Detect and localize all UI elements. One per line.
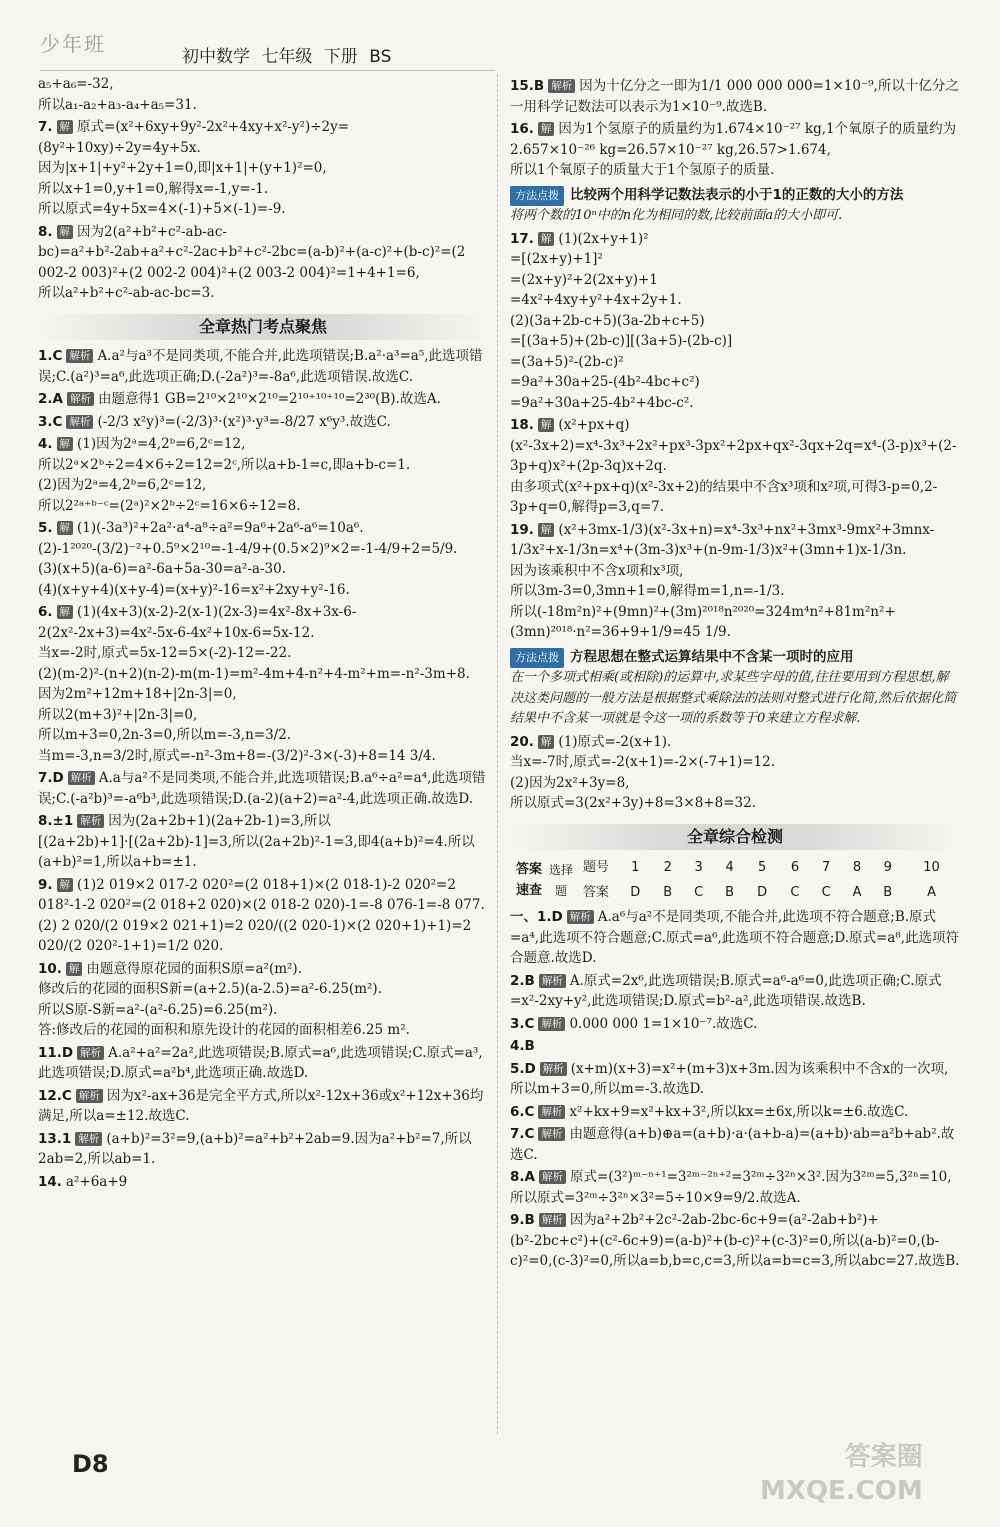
column-divider — [497, 74, 498, 1434]
answer-item — [38, 1129, 488, 1170]
answer-item — [510, 415, 960, 477]
item-number: 17. — [510, 230, 534, 247]
text-line: 因为2m²+12m+18+|2n-3|=0, — [38, 686, 237, 702]
text-line: (2)-1²⁰²⁰-(3/2)⁻²+0.5⁹×2¹⁰=-1-4/9+(0.5×2)⁹×2=-1-4/9+2=5/9. — [38, 540, 458, 557]
item-tag: 解 — [57, 437, 74, 451]
answer-item — [510, 1102, 960, 1123]
item-text: 因为1个氢原子的质量约为1.674×10⁻²⁷ kg,1个氧原子的质量约为2.657×10⁻²⁶ kg=26.57×10⁻²⁷ kg,26.57>1.674, — [510, 121, 957, 158]
answer-table-cell: 8 — [852, 860, 862, 875]
text-line: 所以m+3=0,2n-3=0,所以m=-3,n=3/2. — [38, 727, 292, 743]
method-box — [510, 185, 960, 227]
item-text: (-2/3 x²y)³=(-2/3)³·(x²)³·y³=-8/27 x⁶y³.故选C. — [97, 413, 391, 430]
text-line: 当x=-2时,原式=5x-12=5×(-2)-12=-22. — [38, 645, 292, 661]
item-tag: 解 — [66, 962, 83, 976]
item-number: 6.C — [510, 1103, 535, 1120]
text-line: (2)因为2ᵃ=4,2ᵇ=6,2ᶜ=12, — [38, 477, 207, 493]
item-tag: 解析 — [539, 974, 566, 988]
text-line: (2)(3a+2b-c+5)(3a-2b+c+5) — [510, 312, 705, 329]
answer-item — [510, 1210, 960, 1272]
item-tag: 解 — [57, 878, 74, 892]
text-line: =9a²+30a+25-4b²+4bc-c². — [510, 394, 694, 411]
answer-table-cell: 3 — [694, 860, 703, 875]
answer-item — [510, 119, 960, 160]
item-number: 8.A — [510, 1169, 535, 1185]
answer-item — [510, 1124, 960, 1165]
page-header — [0, 0, 1000, 70]
item-number: 15.B — [510, 78, 545, 94]
item-text: A.原式=2x⁶,此选项错误;B.原式=a⁶-a⁶=0,此选项正确;C.原式=x²-2xy+y²,此选项错误;D.原式=b²-a²,此选项错误.故选B. — [510, 972, 942, 1009]
text-line: 答:修改后的花园的面积和原先设计的花园的面积相差6.25 m². — [38, 1022, 410, 1038]
text-line: 所以a²+b²+c²-ab-ac-bc=3. — [38, 285, 215, 301]
item-number: 一、1.D — [510, 909, 563, 925]
item-number: 3.C — [510, 1015, 535, 1032]
item-tag: 解 — [538, 122, 555, 136]
item-text: (a+b)²=3²=9,(a+b)²=a²+b²+2ab=9.因为a²+b²=7,所以2ab=2,所以ab=1. — [38, 1130, 472, 1167]
item-text: (1)(-3a³)²+2a²·a⁴-a⁸÷a²=9a⁶+2a⁶-a⁶=10a⁶. — [77, 520, 364, 536]
method-title: 比较两个用科学记数法表示的小于1的正数的大小的方法 — [570, 186, 904, 203]
answer-item — [38, 959, 488, 980]
watermark — [760, 1440, 923, 1508]
text-line: (2) 2 020/(2 019×2 021+1)=2 020/((2 020-1)×(2 020+1)+1)=2 020/(2 020²-1+1)=1/2 020. — [38, 917, 476, 954]
page-number: D8 — [72, 1450, 109, 1478]
text-line: =(2x+y)²+2(2x+y)+1 — [510, 271, 658, 288]
item-tag: 解析 — [66, 415, 93, 429]
item-number: 5. — [38, 520, 53, 536]
item-tag: 解析 — [548, 79, 575, 93]
item-text: 0.000 000 1=1×10⁻⁷.故选C. — [569, 1015, 758, 1032]
item-number: 13.1 — [38, 1130, 72, 1147]
item-number: 8.±1 — [38, 813, 74, 829]
item-number: 1.C — [38, 348, 63, 364]
answer-table-head: 答案 — [582, 884, 609, 900]
answer-table-label: 答案速查 — [515, 862, 542, 898]
answer-item — [38, 1086, 488, 1127]
item-text: 原式=(x²+6xy+9y²-2x²+4xy+x²-y²)÷2y=(8y²+10xy)÷2y=4y+5x. — [38, 119, 350, 156]
answer-item — [510, 1059, 960, 1100]
text-line: =(3a+5)²-(2b-c)² — [510, 353, 624, 370]
answer-table-cell: 6 — [790, 860, 800, 875]
item-number: 9. — [38, 876, 53, 893]
answer-table-row — [510, 881, 960, 906]
text-line: 所以原式=4y+5x=4×(-1)+5×(-1)=-9. — [38, 201, 286, 217]
text-line: 所以1个氧原子的质量大于1个氢原子的质量. — [510, 162, 775, 178]
text-line: 修改后的花园的面积S新=(a+2.5)(a-2.5)=a²-6.25(m²). — [38, 981, 382, 997]
item-tag: 解 — [57, 120, 74, 134]
item-number: 6. — [38, 604, 53, 620]
item-number: 8. — [38, 223, 53, 240]
answer-item — [510, 1167, 960, 1208]
answer-item — [510, 732, 960, 753]
watermark-line-1: 答案圈 — [844, 1442, 923, 1472]
left-column — [38, 74, 488, 1192]
item-number: 19. — [510, 521, 534, 538]
answer-table-cell: 2 — [663, 860, 672, 875]
answer-item — [510, 520, 960, 561]
item-text: (x²+px+q)(x²-3x+2)=x⁴-3x³+2x²+px³-3px²+2px+qx²-3qx+2q=x⁴-(3-p)x³+(2-3p+q)x²+(2p-3q)x+2q. — [510, 417, 957, 474]
item-text: 因为a²+2b²+2c²-2ab-2bc-6c+9=(a²-2ab+b²)+(b²-2bc+c²)+(c²-6c+9)=(a-b)²+(b-c)²+(c-3)²=0,所以(a-b)²=0,(b-c)²=0,(c-3)²=0,所以a=b,b=c,c=3,所以a=b=c=3,所以abc=27.故选B. — [510, 1212, 960, 1269]
item-tag: 解析 — [75, 1132, 102, 1146]
section-title: 全章综合检测 — [510, 824, 960, 851]
answer-table-row — [510, 856, 960, 881]
text-line: =9a²+30a+25-(4b²-4bc+c²) — [510, 374, 700, 390]
item-number: 11.D — [38, 1044, 74, 1061]
item-text: 由题意得原花园的面积S原=a²(m²). — [86, 960, 302, 977]
subject-line: 初中数学 七年级 下册 BS — [182, 47, 392, 67]
item-text: A.a²+a²=2a²,此选项错误;B.原式=a⁶,此选项错误;C.原式=a³,此选项错误;D.原式=a²b⁴,此选项正确.故选D. — [38, 1044, 483, 1081]
item-tag: 解 — [57, 605, 74, 619]
text-line: 所以x+1=0,y+1=0,解得x=-1,y=-1. — [38, 180, 269, 197]
answer-item — [510, 907, 960, 969]
item-tag: 解析 — [77, 814, 104, 828]
answer-table-cell: B — [883, 884, 893, 900]
text-line: a₅+a₆=-32, — [38, 76, 114, 92]
text-line: 所以a₁-a₂+a₃-a₄+a₅=31. — [38, 96, 197, 113]
item-text: (1)原式=-2(x+1). — [558, 733, 672, 750]
answer-table-cell: A — [927, 884, 936, 900]
answer-table-cell: 4 — [725, 860, 734, 875]
section-title: 全章热门考点聚焦 — [38, 314, 488, 341]
answer-table-cell: 9 — [883, 860, 892, 875]
brand-logo: 少年班 — [40, 32, 106, 56]
item-tag: 解 — [538, 232, 555, 246]
item-number: 5.D — [510, 1060, 536, 1077]
item-number: 7. — [38, 119, 53, 135]
item-number: 18. — [510, 417, 534, 433]
answer-item — [510, 229, 960, 250]
item-tag: 解 — [57, 521, 74, 535]
answer-item — [510, 1014, 960, 1035]
answer-table-cell: D — [630, 884, 641, 900]
item-tag: 解析 — [567, 910, 594, 924]
right-column — [510, 74, 960, 1272]
answer-table — [510, 856, 960, 905]
method-tag: 方法点拨 — [510, 186, 564, 207]
answer-item — [510, 1036, 960, 1057]
text-line: 所以原式=3(2x²+3y)+8=3×8+8=32. — [510, 795, 756, 811]
item-number: 4.B — [510, 1038, 535, 1054]
answer-table-head: 题号 — [582, 860, 609, 875]
answer-item — [38, 602, 488, 643]
item-tag: 解 — [57, 225, 74, 239]
item-tag: 解析 — [539, 1213, 566, 1227]
answer-item — [38, 412, 488, 433]
method-tag: 方法点拨 — [510, 648, 564, 669]
item-tag: 解析 — [77, 1046, 104, 1060]
item-tag: 解析 — [539, 1170, 566, 1184]
answer-item — [510, 76, 960, 117]
text-line: (3)(x+5)(a-6)=a²-6a+5a-30=a²-a-30. — [38, 561, 286, 577]
watermark-line-2: MXQE.COM — [760, 1476, 923, 1506]
answer-item — [38, 346, 488, 387]
item-tag: 解 — [538, 735, 555, 749]
item-text: A.a⁶与a²不是同类项,不能合并,此选项不符合题意;B.原式=a⁴,此选项不符合题意;C.原式=a⁶,此选项不符合题意;D.原式=a⁸,此选项符合题意.故选D. — [510, 909, 960, 966]
text-line: (2)因为2x²+3y=8, — [510, 774, 630, 791]
item-number: 10. — [38, 960, 62, 977]
item-number: 9.B — [510, 1212, 535, 1228]
item-text: 由题意得1 GB=2¹⁰×2¹⁰×2¹⁰=2¹⁰⁺¹⁰⁺¹⁰=2³⁰(B).故选A. — [97, 391, 441, 407]
method-body: 在一个多项式相乘(或相除)的运算中,求某些字母的值,往往要用到方程思想,解决这类问题的一般方法是根据整式乘除法的法则对整式进行化简,然后依据化简结果中不含某一项就是令这一项的系数等于0来建立方程求解. — [510, 670, 957, 726]
answer-item — [38, 434, 488, 455]
answer-table-cell: 10 — [923, 860, 940, 875]
method-heading — [510, 647, 960, 669]
answer-item — [38, 1172, 488, 1193]
answer-table-cell: B — [663, 884, 673, 900]
item-tag: 解析 — [68, 771, 95, 785]
header-rule — [40, 70, 495, 71]
answer-item — [38, 518, 488, 539]
answer-item — [38, 811, 488, 873]
item-text: 因为2(a²+b²+c²-ab-ac-bc)=a²+b²-2ab+a²+c²-2ac+b²+c²-2bc=(a-b)²+(a-c)²+(b-c)²=(2 002-2 003)²+(2 002-2 004)²+(2 003-2 004)²=1+4+1=6, — [38, 223, 470, 281]
method-body: 将两个数的10ⁿ中的n化为相同的数,比较前面a的大小即可. — [510, 208, 843, 223]
answer-item — [38, 875, 488, 916]
item-text: A.a²与a³不是同类项,不能合并,此选项错误;B.a²·a³=a⁵,此选项错误;C.(a²)³=a⁶,此选项正确;D.(-2a²)³=-8a⁶,此选项错误.故选C. — [38, 348, 483, 385]
answer-table-cell: 5 — [758, 860, 767, 875]
item-text: 因为x²-ax+36是完全平方式,所以x²-12x+36或x²+12x+36均满足,所以a=±12.故选C. — [38, 1087, 484, 1124]
item-tag: 解析 — [538, 1017, 565, 1031]
answer-item — [38, 117, 488, 158]
item-tag: 解 — [538, 523, 555, 537]
method-box — [510, 647, 960, 730]
item-number: 4. — [38, 436, 53, 452]
answer-table-cell: C — [694, 884, 704, 900]
item-text: 原式=(3²)ᵐ⁻ⁿ⁺¹=3²ᵐ⁻²ⁿ⁺²=3²ᵐ÷3²ⁿ×3².因为3²ᵐ=5,3²ⁿ=10,所以原式=3²ᵐ÷3²ⁿ×3²=5÷10×9=9/2.故选A. — [510, 1169, 952, 1206]
text-line: 所以S原-S新=a²-(a²-6.25)=6.25(m²). — [38, 1001, 278, 1018]
text-line: 所以(-18m²n)²+(9mn)²+(3m)²⁰¹⁸n²⁰²⁰=324m⁴n²+81m²n²+(3mn)²⁰¹⁸·n²=36+9+1/9=45 1/9. — [510, 603, 896, 640]
item-number: 7.D — [38, 770, 64, 786]
answer-table-section: 选择题 — [548, 863, 573, 898]
item-tag: 解析 — [538, 1127, 565, 1141]
answer-item — [38, 222, 488, 284]
answer-table-cell: B — [725, 884, 735, 900]
item-tag: 解 — [538, 418, 555, 432]
text-line: (2)(m-2)²-(n+2)(n-2)-m(m-1)=m²-4m+4-n²+4-m²+m=-n²-3m+8. — [38, 665, 470, 682]
text-line: 因为该乘积中不含x项和x³项, — [510, 562, 684, 579]
item-text: (1)(4x+3)(x-2)-2(x-1)(2x-3)=4x²-8x+3x-6-2(2x²-2x+3)=4x²-5x-6-4x²+10x-6=5x-12. — [38, 604, 357, 641]
item-text: x²+kx+9=x²+kx+3²,所以kx=±6x,所以k=±6.故选C. — [569, 1103, 909, 1120]
item-number: 2.A — [38, 391, 63, 407]
text-line: 由多项式(x²+px+q)(x²-3x+2)的结果中不含x³项和x²项,可得3-p=0,2-3p+q=0,解得p=3,q=7. — [510, 478, 938, 515]
text-line: 所以2(m+3)²+|2n-3|=0, — [38, 706, 198, 723]
answer-table-cell: A — [852, 884, 862, 900]
item-number: 20. — [510, 733, 534, 750]
method-heading — [510, 185, 960, 207]
answer-table-cell: C — [821, 884, 831, 900]
item-text: 因为(2a+2b+1)(2a+2b-1)=3,所以[(2a+2b)+1]·[(2a+2b)-1]=3,所以(2a+2b)²-1=3,即4(a+b)²=4.所以(a+b)²=1,所以a+b=±1. — [38, 813, 475, 870]
item-text: (1)2 019×2 017-2 020²=(2 018+1)×(2 018-1)-2 020²=2 018²-1-2 020²=(2 018+2 020)×(2 018-2 020)-1=-8 076-1=-8 077. — [38, 876, 485, 913]
text-line: (4)(x+y+4)(x+y-4)=(x+y)²-16=x²+2xy+y²-16. — [38, 581, 350, 598]
item-text: (x+m)(x+3)=x²+(m+3)x+3m.因为该乘积中不含x的一次项,所以m+3=0,所以m=-3.故选D. — [510, 1060, 949, 1097]
text-line: 所以2²ᵃ⁺ᵇ⁻ᶜ=(2ᵃ)²×2ᵇ÷2ᶜ=16×6÷12=8. — [38, 497, 301, 514]
text-line: 当x=-7时,原式=-2(x+1)=-2×(-7+1)=12. — [510, 754, 776, 770]
item-number: 14. — [38, 1173, 62, 1190]
item-text: 因为十亿分之一即为1/1 000 000 000=1×10⁻⁹,所以十亿分之一用科学记数法可以表示为1×10⁻⁹.故选B. — [510, 78, 959, 115]
answer-item — [38, 768, 488, 809]
answer-table-cell: 7 — [822, 860, 831, 875]
answer-table-cell: 1 — [631, 860, 640, 875]
item-tag: 解析 — [76, 1089, 103, 1103]
method-title: 方程思想在整式运算结果中不含某一项时的应用 — [570, 648, 854, 665]
item-number: 12.C — [38, 1087, 72, 1104]
item-number: 2.B — [510, 972, 535, 989]
item-text: a²+6a+9 — [65, 1173, 128, 1190]
text-line: =[(3a+5)+(2b-c)][(3a+5)-(2b-c)] — [510, 333, 733, 349]
text-line: 所以3m-3=0,3mn+1=0,解得m=1,n=-1/3. — [510, 583, 785, 599]
item-number: 16. — [510, 121, 534, 137]
text-line: =[(2x+y)+1]² — [510, 251, 603, 267]
item-tag: 解析 — [66, 349, 93, 363]
text-line: 所以2ᵃ×2ᵇ÷2=4×6÷2=12=2ᶜ,所以a+b-1=c,即a+b-c=1. — [38, 456, 411, 473]
text-line: =4x²+4xy+y²+4x+2y+1. — [510, 292, 682, 308]
text-line: 因为|x+1|+y²+2y+1=0,即|x+1|+(y+1)²=0, — [38, 160, 327, 176]
item-number: 3.C — [38, 413, 63, 430]
item-text: (1)因为2ᵃ=4,2ᵇ=6,2ᶜ=12, — [77, 436, 246, 452]
item-text: (x²+3mx-1/3)(x²-3x+n)=x⁴-3x³+nx²+3mx³-9mx²+3mnx-1/3x²+x-1/3n=x⁴+(3m-3)x³+(n-9m-1/3)x²+(3mn+1)x-1/3n. — [510, 521, 935, 558]
answer-table-cell: D — [757, 884, 768, 900]
item-tag: 解析 — [538, 1105, 565, 1119]
item-text: A.a与a²不是同类项,不能合并,此选项错误;B.a⁶÷a²=a⁴,此选项错误;C.(-a²b)³=-a⁶b³,此选项错误;D.(a-2)(a+2)=a²-4,此选项正确.故选D. — [38, 770, 486, 807]
item-number: 7.C — [510, 1126, 535, 1142]
text-line: 当m=-3,n=3/2时,原式=-n²-3m+8=-(3/2)²-3×(-3)+8=14 3/4. — [38, 747, 436, 764]
item-tag: 解析 — [540, 1062, 567, 1076]
answer-item — [38, 389, 488, 410]
item-text: (1)(2x+y+1)² — [558, 230, 649, 247]
answer-table-cell: C — [790, 884, 800, 900]
item-text: 由题意得(a+b)⊕a=(a+b)·a·(a+b-a)=(a+b)·ab=a²b+ab².故选C. — [510, 1126, 955, 1163]
answer-item — [510, 971, 960, 1012]
answer-item — [38, 1043, 488, 1084]
item-tag: 解析 — [67, 392, 94, 406]
